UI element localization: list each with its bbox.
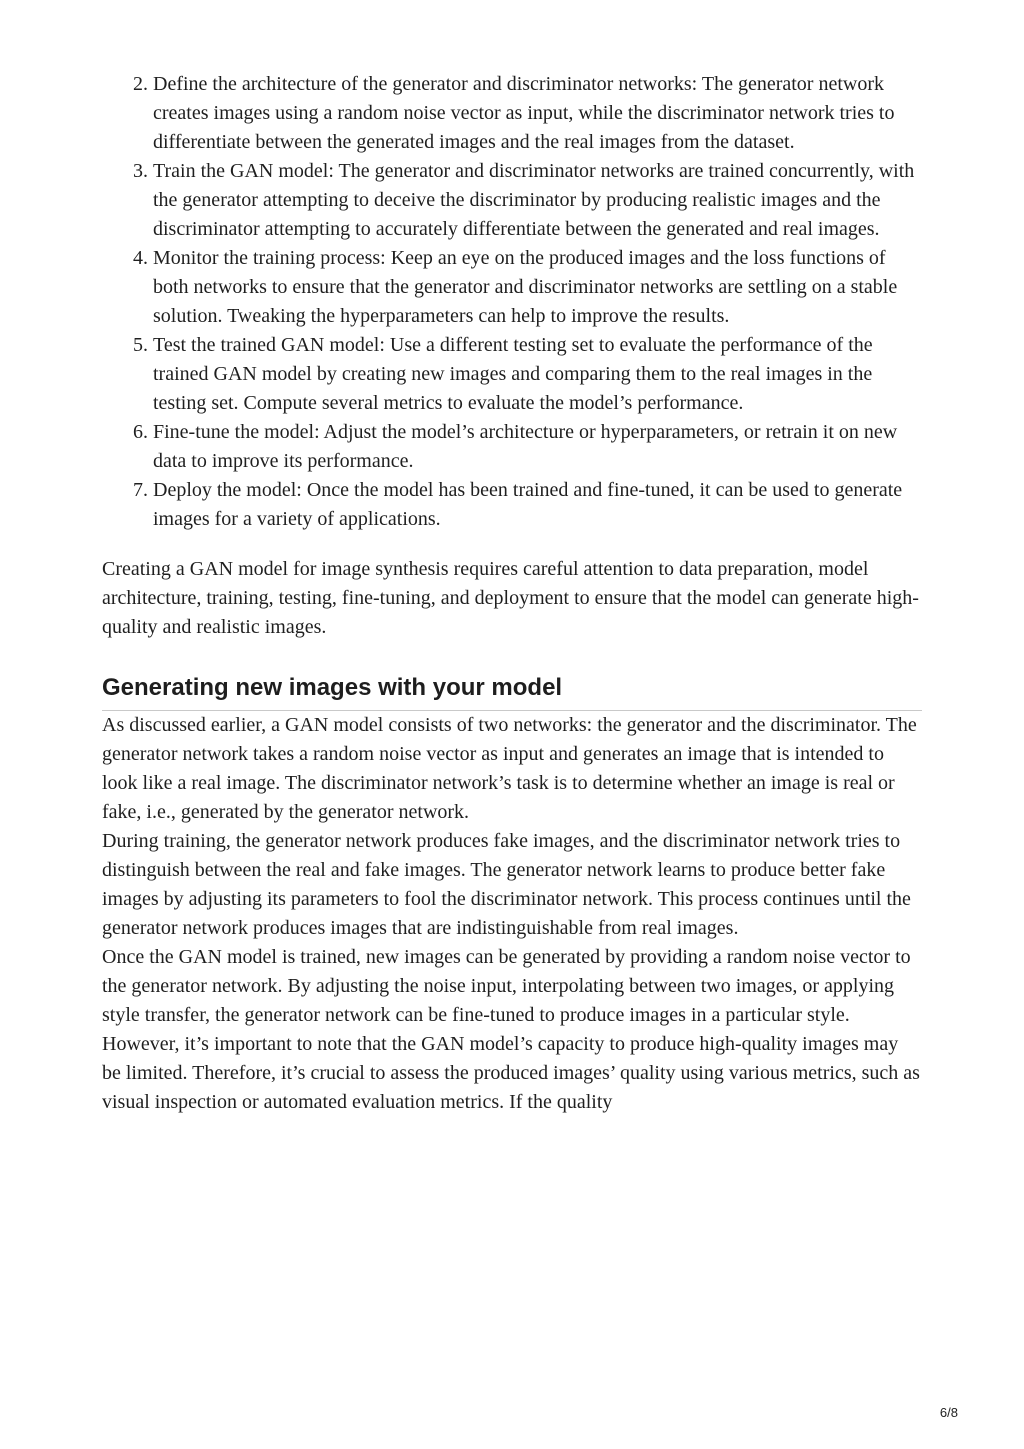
list-item-step-4: 4. Monitor the training process: Keep an eye on the produced images and the loss functions of both networks to ensure that the generator and discriminator networks are settling on a stable solution. Tweaking the hyperparameters can help to improve the results.	[153, 244, 922, 331]
list-item-step-3: 3. Train the GAN model: The generator and discriminator networks are trained concurrently, with the generator attempting to deceive the discriminator by producing realistic images and the discriminator attempting to accurately differentiate between the generated and real images.	[153, 157, 922, 244]
paragraph-quality: However, it’s important to note that the GAN model’s capacity to produce high-quality images may be limited. Therefore, it’s crucial to assess the produced images’ quality using various metrics, such as visual inspection or automated evaluation metrics. If the quality	[102, 1033, 920, 1113]
section-heading: Generating new images with your model	[102, 673, 922, 711]
steps-list	[102, 70, 922, 534]
document-body	[102, 70, 922, 1117]
paragraph-generation: Once the GAN model is trained, new images can be generated by providing a random noise vector to the generator network. By adjusting the noise input, interpolating between two images, or applying style transfer, the generator network can be fine-tuned to produce images in a particular style.	[102, 946, 911, 1026]
list-item-step-5: 5. Test the trained GAN model: Use a different testing set to evaluate the performance of the trained GAN model by creating new images and comparing them to the real images in the testing set. Compute several metrics to evaluate the model’s performance.	[153, 331, 922, 418]
page-number: 6/8	[939, 1405, 958, 1420]
list-item-step-6: 6. Fine-tune the model: Adjust the model’s architecture or hyperparameters, or retrain it on new data to improve its performance.	[153, 418, 922, 476]
paragraph-gan-overview: As discussed earlier, a GAN model consists of two networks: the generator and the discriminator. The generator network takes a random noise vector as input and generates an image that is intended to look like a real image. The discriminator network’s task is to determine whether an image is real or fake, i.e., generated by the generator network.	[102, 714, 917, 823]
closing-paragraph: Creating a GAN model for image synthesis requires careful attention to data preparation, model architecture, training, testing, fine-tuning, and deployment to ensure that the model can generate high-quality and realistic images.	[102, 558, 919, 638]
list-item-step-2: 2. Define the architecture of the generator and discriminator networks: The generator network creates images using a random noise vector as input, while the discriminator network tries to differentiate between the generated images and the real images from the dataset.	[153, 70, 922, 157]
paragraph-training: During training, the generator network produces fake images, and the discriminator network tries to distinguish between the real and fake images. The generator network learns to produce better fake images by adjusting its parameters to fool the discriminator network. This process continues until the generator network produces images that are indistinguishable from real images.	[102, 830, 911, 939]
list-item-step-7: 7. Deploy the model: Once the model has been trained and fine-tuned, it can be used to generate images for a variety of applications.	[153, 476, 922, 534]
